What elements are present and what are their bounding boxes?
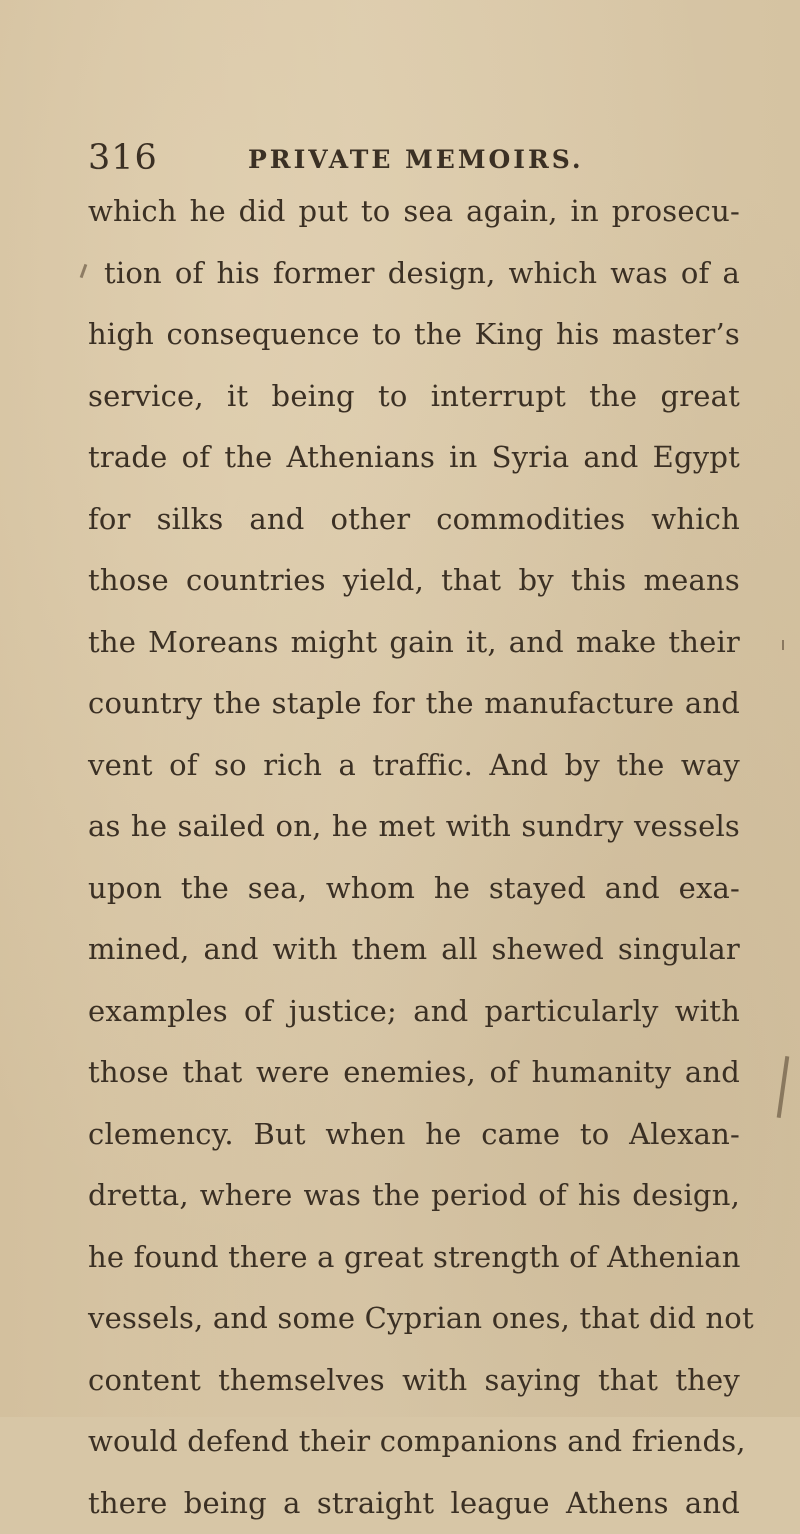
text-line: trade of the Athenians in Syria and Egypt — [88, 427, 740, 489]
page-header — [88, 138, 748, 178]
text-line: high consequence to the King his master’s — [88, 304, 740, 366]
text-line: those that were enemies, of humanity and — [88, 1042, 740, 1104]
text-line: tion of his former design, which was of a — [88, 243, 740, 305]
ink-mark — [80, 264, 88, 278]
body-text — [88, 181, 740, 1534]
text-line: mined, and with them all shewed singular — [88, 919, 740, 981]
text-line: examples of justice; and particularly with — [88, 981, 740, 1043]
text-line: would defend their companions and friends, — [88, 1411, 740, 1473]
text-line: clemency. But when he came to Alexan- — [88, 1104, 740, 1166]
text-line: he found there a great strength of Athenian — [88, 1227, 740, 1289]
running-head: PRIVATE MEMOIRS. — [248, 140, 584, 180]
text-line: content themselves with saying that they — [88, 1350, 740, 1412]
text-line: the Moreans might gain it, and make their — [88, 612, 740, 674]
text-line: country the staple for the manufacture and — [88, 673, 740, 735]
text-line: service, it being to interrupt the great — [88, 366, 740, 428]
ink-mark — [782, 640, 784, 650]
page-number: 316 — [88, 138, 158, 178]
text-line: dretta, where was the period of his design, — [88, 1165, 740, 1227]
text-line: vent of so rich a traffic. And by the way — [88, 735, 740, 797]
text-line: as he sailed on, he met with sundry vessels — [88, 796, 740, 858]
text-line: upon the sea, whom he stayed and exa- — [88, 858, 740, 920]
text-line: vessels, and some Cyprian ones, that did not — [88, 1288, 740, 1350]
text-line: which he did put to sea again, in prosecu- — [88, 181, 740, 243]
text-line: for silks and other commodities which — [88, 489, 740, 551]
text-line: there being a straight league Athens and — [88, 1473, 740, 1534]
text-line: those countries yield, that by this means — [88, 550, 740, 612]
ink-mark — [777, 1056, 790, 1118]
